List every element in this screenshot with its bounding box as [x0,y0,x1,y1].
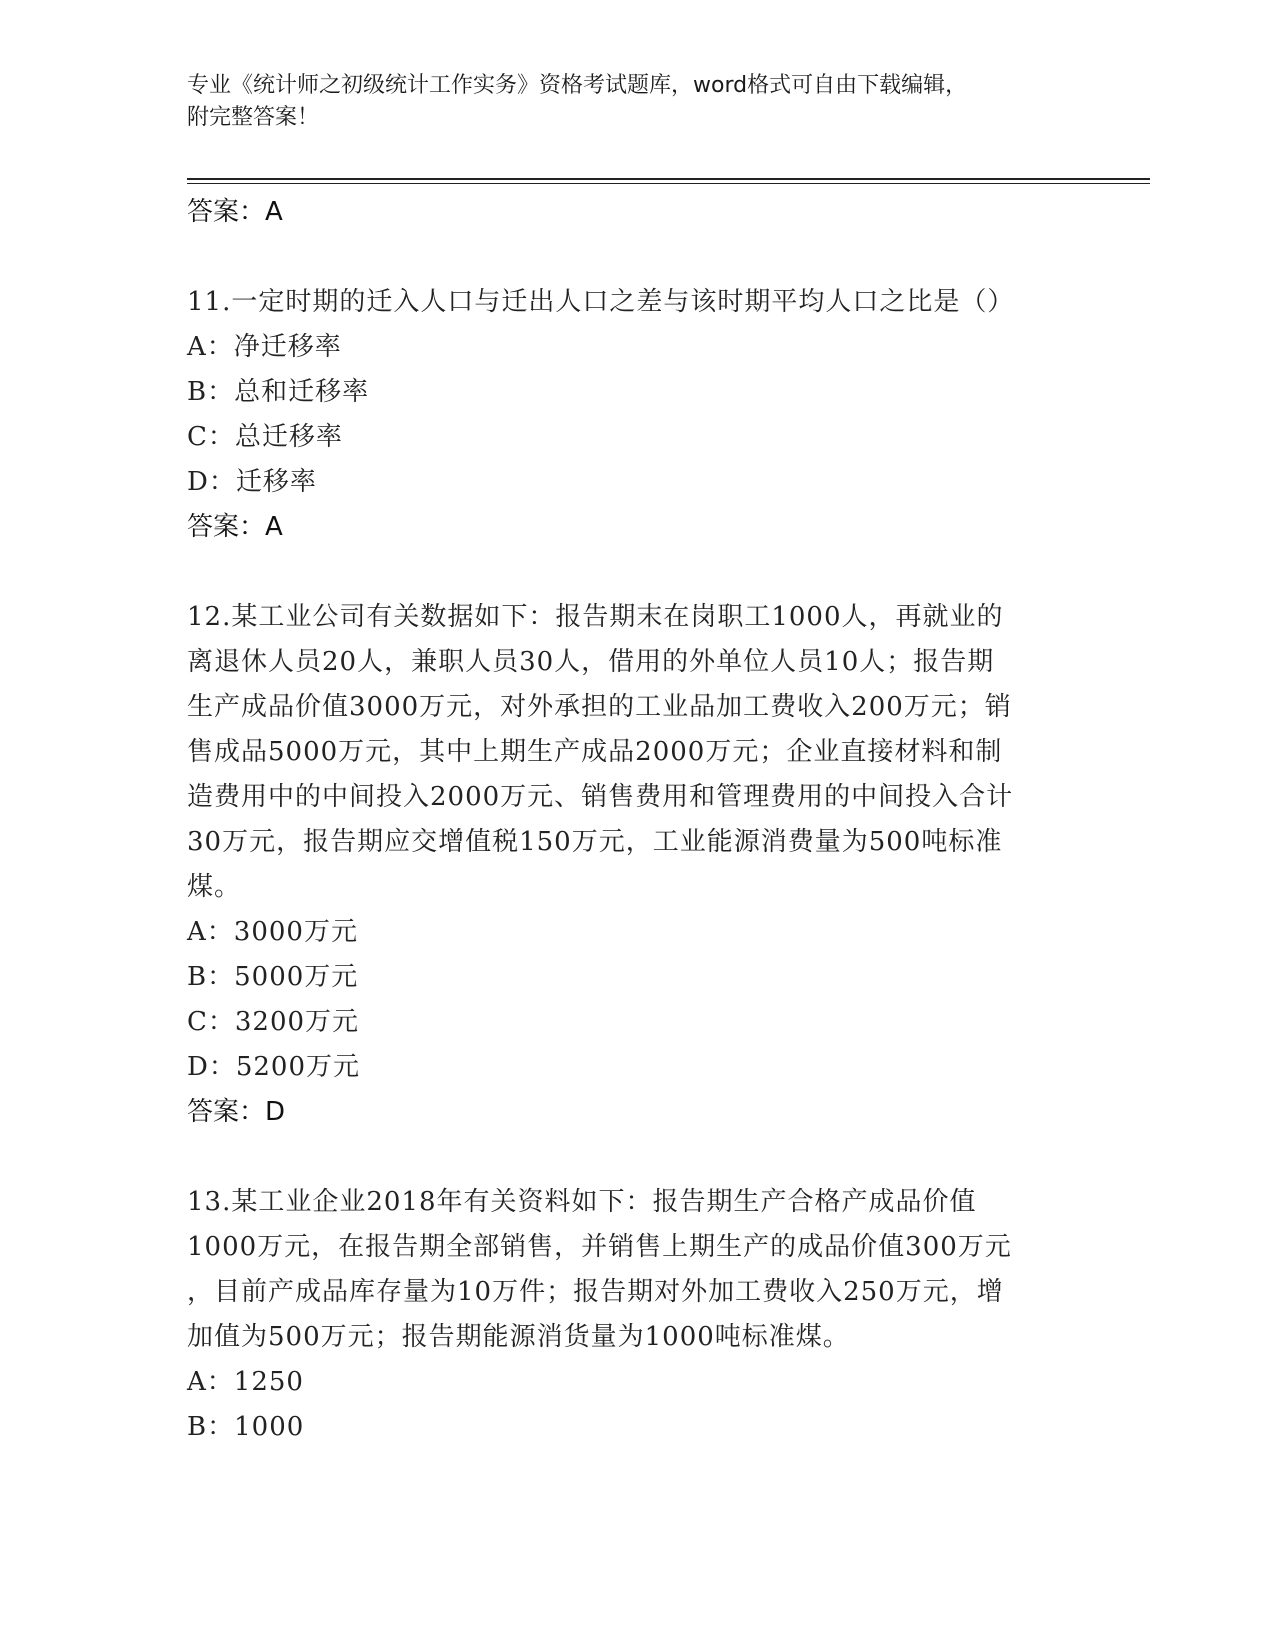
option-b: B：1000 [187,1412,305,1442]
question-text-line: 煤。 [187,872,242,902]
question-text: 11.一定时期的迁入人口与迁出人口之差与该时期平均人口之比是（） [187,287,1015,317]
question-text-line: 生产成品价值3000万元，对外承担的工业品加工费收入200万元；销 [187,692,1012,722]
question-text-line: ，目前产成品库存量为10万件；报告期对外加工费收入250万元，增 [187,1277,1004,1307]
option-c: C：总迁移率 [187,422,343,452]
question-13 [187,1180,1067,1450]
document-header [187,70,1087,134]
question-12 [187,595,1067,1135]
answer-previous: 答案：A [187,197,283,227]
option-b: B：5000万元 [187,962,359,992]
question-body [187,190,1067,1450]
question-text-line: 13.某工业企业2018年有关资料如下：报告期生产合格产成品价值 [187,1187,977,1217]
option-d: D：迁移率 [187,467,317,497]
option-a: A：3000万元 [187,917,358,947]
question-text-line: 12.某工业公司有关数据如下：报告期末在岗职工1000人，再就业的 [187,602,1004,632]
question-text-line: 1000万元，在报告期全部销售，并销售上期生产的成品价值300万元 [187,1232,1012,1262]
header-line-2: 附完整答案！ [187,105,320,130]
header-line-1: 专业《统计师之初级统计工作实务》资格考试题库，word格式可自由下载编辑， [187,73,968,98]
answer: 答案：A [187,512,283,542]
question-text-line: 造费用中的中间投入2000万元、销售费用和管理费用的中间投入合计 [187,782,1014,812]
answer: 答案：D [187,1097,286,1127]
header-rule-thick [187,178,1150,180]
question-text-line: 离退休人员20人，兼职人员30人，借用的外单位人员10人；报告期 [187,647,995,677]
question-11 [187,280,1067,550]
header-rule-thin [187,183,1150,184]
option-a: A：1250 [187,1367,304,1397]
question-text-line: 售成品5000万元，其中上期生产成品2000万元；企业直接材料和制 [187,737,1003,767]
option-c: C：3200万元 [187,1007,360,1037]
option-b: B：总和迁移率 [187,377,370,407]
option-a: A：净迁移率 [187,332,342,362]
option-d: D：5200万元 [187,1052,361,1082]
question-text-line: 加值为500万元；报告期能源消货量为1000吨标准煤。 [187,1322,850,1352]
question-text-line: 30万元，报告期应交增值税150万元，工业能源消费量为500吨标准 [187,827,1003,857]
